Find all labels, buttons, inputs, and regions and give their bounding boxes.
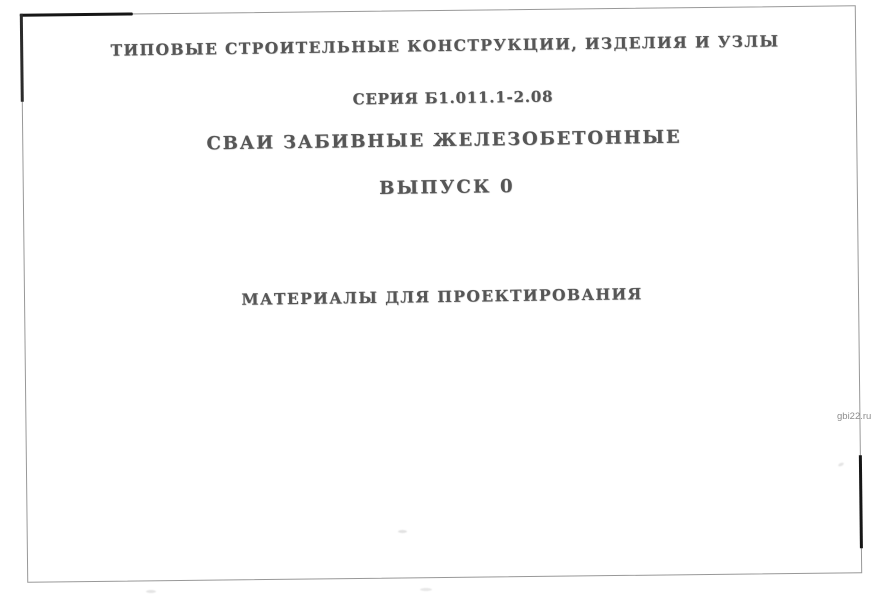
document-subject: СВАИ ЗАБИВНЫЕ ЖЕЛЕЗОБЕТОННЫЕ (206, 126, 682, 155)
border-ink-mark-left (20, 14, 24, 102)
scan-speck (146, 590, 156, 593)
series-number: СЕРИЯ Б1.011.1-2.08 (352, 87, 554, 109)
scan-speck (398, 530, 407, 533)
border-ink-mark-right (859, 455, 863, 548)
scan-speck (420, 588, 432, 591)
site-watermark: gbi22.ru (837, 411, 872, 422)
border-ink-mark-top (20, 12, 133, 16)
materials-heading: МАТЕРИАЛЫ ДЛЯ ПРОЕКТИРОВАНИЯ (241, 284, 643, 309)
document-title: ТИПОВЫЕ СТРОИТЕЛЬНЫЕ КОНСТРУКЦИИ, ИЗДЕЛИЯ И УЗЛЫ (110, 31, 780, 60)
issue-number: ВЫПУСК 0 (379, 176, 515, 199)
